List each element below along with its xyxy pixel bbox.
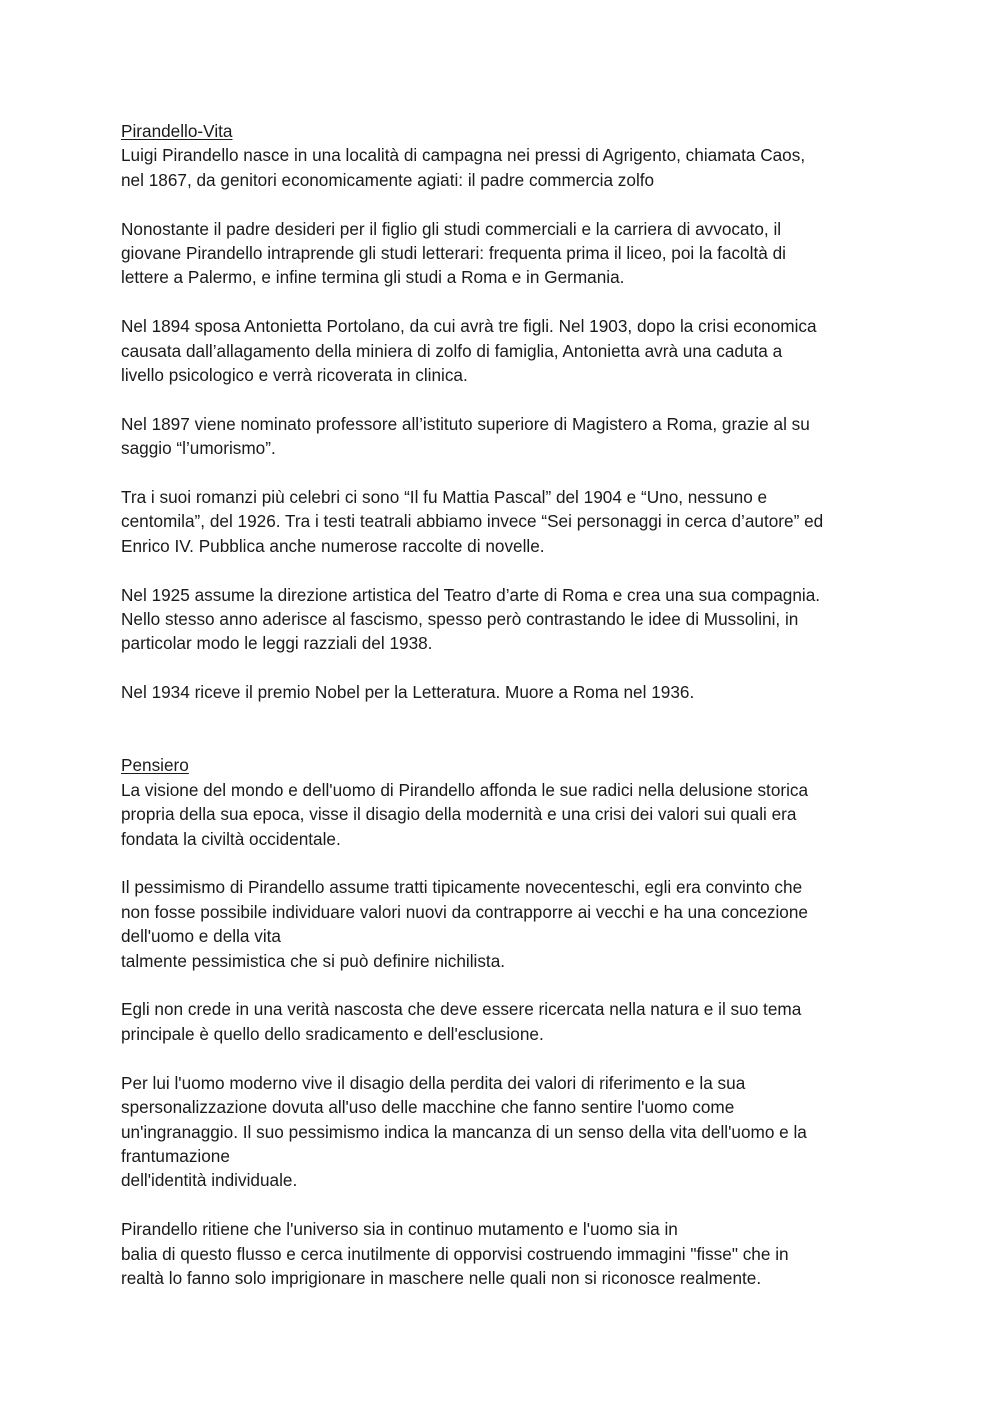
- text-line: propria della sua epoca, visse il disagio della modernità e una crisi dei valori sui quali era: [121, 804, 797, 825]
- section-heading-pensiero: Pensiero: [121, 755, 189, 776]
- paragraph-pensiero-5: [121, 1217, 891, 1290]
- text-line: Per lui l'uomo moderno vive il disagio della perdita dei valori di riferimento e la sua: [121, 1072, 746, 1093]
- text-line: un'ingranaggio. Il suo pessimismo indica la mancanza di un senso della vita dell'uomo e la: [121, 1121, 807, 1142]
- text-line: causata dall’allagamento della miniera di zolfo di famiglia, Antonietta avrà una caduta a: [121, 340, 783, 361]
- text-line: Enrico IV. Pubblica anche numerose raccolte di novelle.: [121, 535, 545, 556]
- text-line: Nel 1897 viene nominato professore all’istituto superiore di Magistero a Roma, grazie al su: [121, 413, 810, 434]
- paragraph-spacer: [121, 656, 891, 680]
- text-line: livello psicologico e verrà ricoverata in clinica.: [121, 365, 468, 386]
- paragraph-vita-2: [121, 217, 891, 290]
- paragraph-vita-1: [121, 143, 891, 192]
- paragraph-spacer: [121, 290, 891, 314]
- paragraph-pensiero-2: [121, 875, 891, 973]
- paragraph-vita-3: [121, 314, 891, 387]
- text-line: Il pessimismo di Pirandello assume tratti tipicamente novecenteschi, egli era convinto che: [121, 877, 803, 898]
- text-line: Nel 1894 sposa Antonietta Portolano, da cui avrà tre figli. Nel 1903, dopo la crisi economica: [121, 316, 817, 337]
- text-line: Nonostante il padre desideri per il figlio gli studi commerciali e la carriera di avvocato, il: [121, 218, 782, 239]
- paragraph-spacer: [121, 851, 891, 875]
- paragraph-spacer: [121, 192, 891, 216]
- text-line: fondata la civiltà occidentale.: [121, 828, 341, 849]
- paragraph-pensiero-4: [121, 1071, 891, 1193]
- text-line: Luigi Pirandello nasce in una località di campagna nei pressi di Agrigento, chiamata Caos,: [121, 145, 806, 166]
- paragraph-pensiero-1: [121, 778, 891, 851]
- paragraph-vita-7: [121, 680, 891, 704]
- paragraph-spacer: [121, 387, 891, 411]
- text-line: dell'uomo e della vita: [121, 926, 281, 947]
- text-line: Egli non crede in una verità nascosta che deve essere ricercata nella natura e il suo tema: [121, 999, 802, 1020]
- text-line: nel 1867, da genitori economicamente agiati: il padre commercia zolfo: [121, 169, 655, 190]
- text-line: saggio “l’umorismo”.: [121, 438, 276, 459]
- text-line: centomila”, del 1926. Tra i testi teatrali abbiamo invece “Sei personaggi in cerca d’autore” ed: [121, 511, 824, 532]
- text-line: principale è quello dello sradicamento e dell'esclusione.: [121, 1023, 544, 1044]
- paragraph-vita-4: [121, 412, 891, 461]
- paragraph-vita-6: [121, 583, 891, 656]
- paragraph-spacer: [121, 461, 891, 485]
- paragraph-spacer: [121, 1193, 891, 1217]
- text-line: Nel 1934 riceve il premio Nobel per la Letteratura. Muore a Roma nel 1936.: [121, 682, 695, 703]
- paragraph-spacer: [121, 1046, 891, 1070]
- text-line: lettere a Palermo, e infine termina gli studi a Roma e in Germania.: [121, 267, 625, 288]
- text-line: spersonalizzazione dovuta all'uso delle macchine che fanno sentire l'uomo come: [121, 1097, 735, 1118]
- paragraph-spacer: [121, 973, 891, 997]
- text-line: Nello stesso anno aderisce al fascismo, spesso però contrastando le idee di Mussolini, in: [121, 609, 799, 630]
- text-line: frantumazione: [121, 1145, 230, 1166]
- paragraph-spacer: [121, 558, 891, 582]
- text-line: realtà lo fanno solo imprigionare in maschere nelle quali non si riconosce realmente.: [121, 1267, 762, 1288]
- text-line: dell'identità individuale.: [121, 1170, 298, 1191]
- paragraph-vita-5: [121, 485, 891, 558]
- text-line: non fosse possibile individuare valori nuovi da contrapporre ai vecchi e ha una concezione: [121, 901, 808, 922]
- text-line: balia di questo flusso e cerca inutilmente di opporvisi costruendo immagini "fisse" che in: [121, 1243, 789, 1264]
- text-line: talmente pessimistica che si può definire nichilista.: [121, 950, 506, 971]
- section-heading-vita: Pirandello-Vita: [121, 121, 233, 141]
- text-line: Nel 1925 assume la direzione artistica del Teatro d’arte di Roma e crea una sua compagnia.: [121, 584, 821, 605]
- section-spacer: [121, 705, 891, 754]
- document-body: [121, 119, 891, 1290]
- text-line: Pirandello ritiene che l'universo sia in continuo mutamento e l'uomo sia in: [121, 1219, 678, 1240]
- text-line: Tra i suoi romanzi più celebri ci sono “Il fu Mattia Pascal” del 1904 e “Uno, nessuno e: [121, 487, 768, 508]
- text-line: La visione del mondo e dell'uomo di Pirandello affonda le sue radici nella delusione storica: [121, 779, 809, 800]
- text-line: particolar modo le leggi razziali del 1938.: [121, 633, 433, 654]
- text-line: giovane Pirandello intraprende gli studi letterari: frequenta prima il liceo, poi la facoltà di: [121, 243, 786, 264]
- paragraph-pensiero-3: [121, 997, 891, 1046]
